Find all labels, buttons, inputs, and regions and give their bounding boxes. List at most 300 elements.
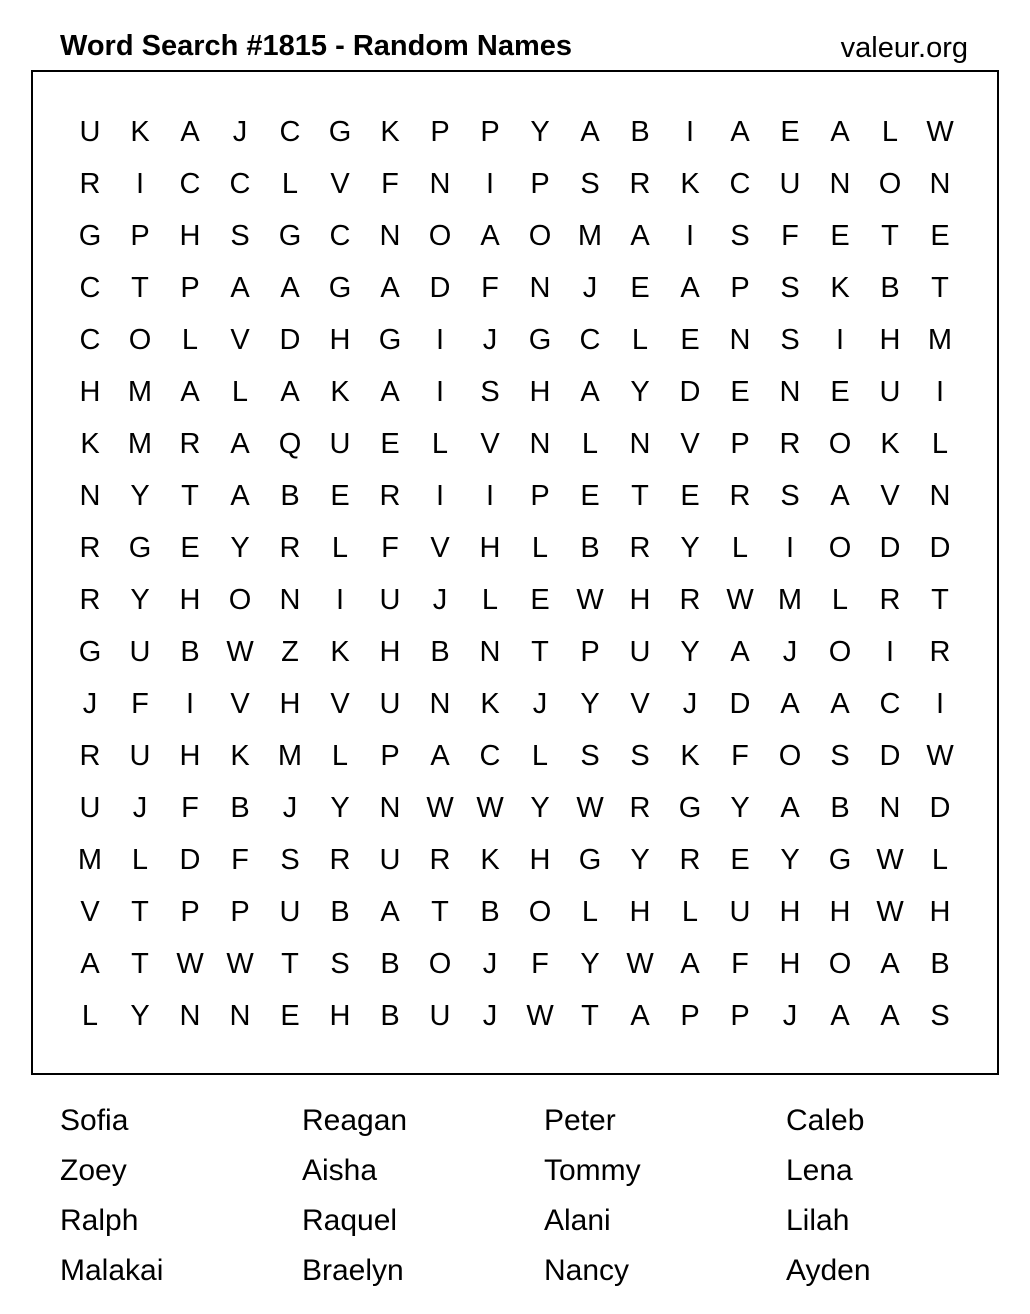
grid-letter: V — [330, 688, 350, 720]
grid-letter: I — [135, 168, 145, 200]
grid-letter: T — [131, 896, 149, 928]
grid-letter: I — [435, 376, 445, 408]
grid-letter: L — [81, 1000, 99, 1032]
grid-letter: Y — [580, 688, 600, 720]
grid-letter: M — [577, 220, 603, 252]
grid-letter: F — [731, 740, 749, 772]
grid-letter: Y — [580, 948, 600, 980]
grid-letter: W — [526, 1000, 554, 1032]
grid-letter: T — [931, 584, 949, 616]
grid-letter: U — [879, 376, 901, 408]
grid-letter: B — [580, 532, 600, 564]
grid-letter: V — [680, 428, 700, 460]
grid-letter: S — [630, 740, 650, 772]
grid-letter: C — [579, 324, 601, 356]
grid-letter: Y — [530, 792, 550, 824]
word-list-item: Aisha — [302, 1154, 378, 1187]
grid-letter: A — [230, 428, 250, 460]
grid-letter: P — [730, 1000, 750, 1032]
grid-letter: N — [929, 480, 951, 512]
grid-letter: R — [629, 792, 651, 824]
word-list-item: Sofia — [60, 1104, 129, 1137]
grid-letter: N — [829, 168, 851, 200]
grid-letter: R — [679, 844, 701, 876]
grid-letter: W — [626, 948, 654, 980]
grid-letter: U — [279, 896, 301, 928]
grid-letter: R — [79, 584, 101, 616]
grid-letter: O — [128, 324, 152, 356]
grid-letter: T — [931, 272, 949, 304]
grid-letter: D — [279, 324, 301, 356]
word-list-item: Alani — [544, 1204, 611, 1237]
grid-letter: J — [132, 792, 148, 824]
grid-letter: N — [529, 428, 551, 460]
grid-letter: S — [580, 168, 600, 200]
grid-letter: K — [130, 116, 150, 148]
grid-letter: H — [79, 376, 101, 408]
grid-letter: A — [630, 1000, 650, 1032]
grid-letter: I — [335, 584, 345, 616]
grid-letter: U — [379, 688, 401, 720]
grid-letter: W — [926, 740, 954, 772]
grid-letter: E — [280, 1000, 300, 1032]
grid-letter: E — [180, 532, 200, 564]
grid-letter: P — [180, 272, 200, 304]
grid-letter: G — [128, 532, 152, 564]
grid-letter: U — [729, 896, 751, 928]
grid-letter: R — [79, 532, 101, 564]
grid-letter: M — [127, 428, 153, 460]
grid-letter: C — [729, 168, 751, 200]
grid-letter: Y — [130, 584, 150, 616]
grid-letter: E — [680, 480, 700, 512]
grid-letter: E — [830, 220, 850, 252]
grid-letter: N — [629, 428, 651, 460]
site-name: valeur.org — [840, 32, 968, 64]
grid-letter: O — [428, 220, 452, 252]
grid-letter: J — [282, 792, 298, 824]
grid-letter: H — [629, 584, 651, 616]
word-list-item: Peter — [544, 1104, 616, 1137]
grid-letter: B — [280, 480, 300, 512]
grid-letter: C — [479, 740, 501, 772]
grid-letter: W — [226, 636, 254, 668]
grid-letter: A — [580, 376, 600, 408]
grid-letter: L — [881, 116, 899, 148]
grid-letter: W — [876, 844, 904, 876]
grid-letter: K — [880, 428, 900, 460]
grid-letter: C — [229, 168, 251, 200]
grid-letter: L — [731, 532, 749, 564]
grid-letter: A — [430, 740, 450, 772]
grid-letter: L — [331, 532, 349, 564]
grid-letter: N — [379, 220, 401, 252]
grid-letter: J — [482, 1000, 498, 1032]
grid-letter: M — [127, 376, 153, 408]
grid-letter: J — [432, 584, 448, 616]
grid-letter: K — [330, 376, 350, 408]
grid-letter: W — [576, 584, 604, 616]
grid-letter: T — [181, 480, 199, 512]
grid-letter: F — [731, 948, 749, 980]
grid-letter: B — [430, 636, 450, 668]
grid-letter: B — [880, 272, 900, 304]
grid-letter: U — [379, 584, 401, 616]
grid-letter: O — [828, 428, 852, 460]
grid-letter: A — [830, 480, 850, 512]
grid-letter: H — [179, 740, 201, 772]
grid-letter: I — [785, 532, 795, 564]
grid-letter: L — [281, 168, 299, 200]
grid-letter: V — [880, 480, 900, 512]
grid-letter: L — [131, 844, 149, 876]
grid-letter: L — [931, 428, 949, 460]
grid-letter: L — [481, 584, 499, 616]
grid-letter: T — [581, 1000, 599, 1032]
grid-letter: Y — [680, 636, 700, 668]
grid-letter: K — [680, 740, 700, 772]
grid-letter: N — [479, 636, 501, 668]
grid-letter: A — [830, 688, 850, 720]
grid-letter: W — [476, 792, 504, 824]
grid-letter: I — [685, 116, 695, 148]
grid-letter: R — [379, 480, 401, 512]
grid-letter: P — [530, 168, 550, 200]
grid-letter: D — [929, 792, 951, 824]
grid-letter: J — [582, 272, 598, 304]
grid-letter: A — [830, 116, 850, 148]
grid-letter: I — [885, 636, 895, 668]
grid-letter: H — [179, 584, 201, 616]
grid-letter: G — [378, 324, 402, 356]
grid-letter: R — [629, 168, 651, 200]
grid-letter: Y — [530, 116, 550, 148]
grid-letter: M — [77, 844, 103, 876]
grid-letter: C — [79, 324, 101, 356]
grid-letter: L — [531, 740, 549, 772]
grid-letter: K — [480, 688, 500, 720]
grid-letter: Y — [630, 844, 650, 876]
grid-letter: B — [380, 948, 400, 980]
grid-letter: J — [532, 688, 548, 720]
grid-letter: S — [230, 220, 250, 252]
grid-letter: E — [730, 844, 750, 876]
grid-letter: G — [278, 220, 302, 252]
grid-letter: B — [630, 116, 650, 148]
grid-letter: U — [779, 168, 801, 200]
grid-letter: I — [485, 480, 495, 512]
grid-letter: R — [729, 480, 751, 512]
grid-letter: T — [881, 220, 899, 252]
grid-letter: W — [426, 792, 454, 824]
grid-letter: U — [129, 636, 151, 668]
grid-letter: S — [480, 376, 500, 408]
grid-letter: H — [529, 844, 551, 876]
grid-letter: H — [479, 532, 501, 564]
grid-letter: G — [328, 116, 352, 148]
grid-letter: N — [779, 376, 801, 408]
word-list-item: Lilah — [786, 1204, 850, 1237]
grid-letter: G — [328, 272, 352, 304]
grid-letter: V — [80, 896, 100, 928]
grid-letter: N — [229, 1000, 251, 1032]
grid-letter: C — [179, 168, 201, 200]
grid-letter: D — [879, 740, 901, 772]
grid-letter: H — [829, 896, 851, 928]
grid-letter: D — [179, 844, 201, 876]
grid-letter: N — [79, 480, 101, 512]
grid-letter: L — [581, 428, 599, 460]
word-list-item: Lena — [786, 1154, 853, 1187]
grid-letter: Q — [278, 428, 302, 460]
grid-letter: L — [631, 324, 649, 356]
grid-letter: Y — [230, 532, 250, 564]
grid-letter: T — [131, 272, 149, 304]
grid-letter: P — [430, 116, 450, 148]
grid-letter: R — [329, 844, 351, 876]
grid-letter: A — [80, 948, 100, 980]
grid-letter: O — [828, 636, 852, 668]
grid-letter: D — [679, 376, 701, 408]
grid-letter: A — [680, 272, 700, 304]
grid-letter: C — [79, 272, 101, 304]
grid-letter: W — [926, 116, 954, 148]
grid-letter: R — [179, 428, 201, 460]
grid-letter: O — [228, 584, 252, 616]
word-list-item: Ayden — [786, 1254, 871, 1287]
grid-letter: B — [230, 792, 250, 824]
grid-letter: R — [779, 428, 801, 460]
grid-letter: U — [629, 636, 651, 668]
grid-letter: H — [529, 376, 551, 408]
grid-letter: Y — [730, 792, 750, 824]
grid-letter: S — [780, 272, 800, 304]
grid-letter: T — [281, 948, 299, 980]
grid-letter: A — [180, 116, 200, 148]
grid-letter: F — [231, 844, 249, 876]
grid-letter: I — [835, 324, 845, 356]
grid-letter: J — [232, 116, 248, 148]
grid-letter: R — [679, 584, 701, 616]
grid-letter: H — [329, 1000, 351, 1032]
grid-letter: L — [831, 584, 849, 616]
grid-letter: T — [131, 948, 149, 980]
grid-letter: R — [279, 532, 301, 564]
grid-letter: P — [580, 636, 600, 668]
grid-letter: A — [280, 272, 300, 304]
grid-letter: W — [176, 948, 204, 980]
grid-letter: F — [531, 948, 549, 980]
grid-letter: D — [879, 532, 901, 564]
grid-letter: J — [782, 1000, 798, 1032]
grid-letter: P — [730, 272, 750, 304]
grid-letter: E — [680, 324, 700, 356]
word-list-item: Zoey — [60, 1154, 127, 1187]
grid-letter: M — [277, 740, 303, 772]
grid-letter: V — [480, 428, 500, 460]
grid-letter: O — [428, 948, 452, 980]
grid-letter: M — [927, 324, 953, 356]
grid-letter: Y — [130, 480, 150, 512]
grid-letter: A — [380, 272, 400, 304]
grid-letter: G — [578, 844, 602, 876]
grid-letter: Y — [330, 792, 350, 824]
grid-letter: S — [580, 740, 600, 772]
grid-letter: Y — [780, 844, 800, 876]
grid-letter: Y — [130, 1000, 150, 1032]
grid-letter: A — [730, 636, 750, 668]
grid-letter: V — [430, 532, 450, 564]
grid-letter: U — [79, 116, 101, 148]
grid-letter: K — [80, 428, 100, 460]
grid-letter: V — [330, 168, 350, 200]
grid-letter: A — [780, 688, 800, 720]
grid-letter: C — [329, 220, 351, 252]
grid-letter: E — [730, 376, 750, 408]
grid-letter: P — [130, 220, 150, 252]
grid-letter: D — [929, 532, 951, 564]
grid-letter: E — [630, 272, 650, 304]
grid-letter: L — [931, 844, 949, 876]
grid-letter: S — [830, 740, 850, 772]
grid-letter: L — [681, 896, 699, 928]
grid-letter: K — [380, 116, 400, 148]
grid-letter: K — [830, 272, 850, 304]
grid-letter: I — [935, 376, 945, 408]
grid-letter: I — [435, 324, 445, 356]
grid-letter: C — [879, 688, 901, 720]
grid-letter: U — [129, 740, 151, 772]
grid-letter: S — [780, 324, 800, 356]
grid-letter: N — [379, 792, 401, 824]
grid-letter: O — [878, 168, 902, 200]
grid-letter: N — [929, 168, 951, 200]
grid-letter: I — [485, 168, 495, 200]
grid-letter: G — [78, 220, 102, 252]
grid-letter: P — [230, 896, 250, 928]
grid-letter: J — [682, 688, 698, 720]
grid-letter: F — [781, 220, 799, 252]
grid-letter: G — [78, 636, 102, 668]
grid-letter: I — [935, 688, 945, 720]
grid-letter: Y — [630, 376, 650, 408]
grid-letter: R — [929, 636, 951, 668]
grid-letter: T — [431, 896, 449, 928]
grid-letter: P — [680, 1000, 700, 1032]
grid-letter: A — [280, 376, 300, 408]
grid-letter: A — [780, 792, 800, 824]
grid-letter: G — [678, 792, 702, 824]
grid-letter: H — [279, 688, 301, 720]
grid-letter: N — [729, 324, 751, 356]
grid-letter: N — [279, 584, 301, 616]
grid-letter: B — [480, 896, 500, 928]
grid-letter: H — [929, 896, 951, 928]
grid-letter: D — [429, 272, 451, 304]
grid-letter: P — [480, 116, 500, 148]
word-list-item: Caleb — [786, 1104, 865, 1137]
grid-letter: Y — [680, 532, 700, 564]
grid-letter: H — [779, 896, 801, 928]
grid-letter: O — [778, 740, 802, 772]
grid-letter: E — [330, 480, 350, 512]
grid-letter: H — [879, 324, 901, 356]
grid-letter: K — [230, 740, 250, 772]
grid-letter: R — [79, 740, 101, 772]
word-list-item: Ralph — [60, 1204, 139, 1237]
grid-letter: A — [730, 116, 750, 148]
grid-letter: A — [880, 948, 900, 980]
grid-letter: G — [528, 324, 552, 356]
grid-letter: A — [230, 272, 250, 304]
grid-letter: L — [431, 428, 449, 460]
grid-letter: V — [630, 688, 650, 720]
grid-letter: P — [380, 740, 400, 772]
grid-letter: I — [685, 220, 695, 252]
grid-letter: E — [830, 376, 850, 408]
grid-letter: L — [331, 740, 349, 772]
puzzle-grid-frame — [31, 70, 999, 1075]
grid-letter: O — [528, 896, 552, 928]
word-list-item: Braelyn — [302, 1254, 404, 1287]
grid-letter: L — [531, 532, 549, 564]
grid-letter: L — [181, 324, 199, 356]
word-list-item: Reagan — [302, 1104, 408, 1137]
grid-letter: K — [480, 844, 500, 876]
grid-letter: V — [230, 688, 250, 720]
grid-letter: S — [930, 1000, 950, 1032]
grid-letter: J — [782, 636, 798, 668]
grid-letter: W — [726, 584, 754, 616]
grid-letter: D — [729, 688, 751, 720]
grid-letter: W — [876, 896, 904, 928]
letter-grid — [65, 106, 965, 1042]
grid-letter: G — [828, 844, 852, 876]
grid-letter: F — [181, 792, 199, 824]
grid-letter: R — [79, 168, 101, 200]
grid-letter: S — [730, 220, 750, 252]
grid-letter: A — [880, 1000, 900, 1032]
grid-letter: Z — [281, 636, 299, 668]
grid-letter: U — [329, 428, 351, 460]
grid-letter: I — [435, 480, 445, 512]
grid-letter: F — [381, 532, 399, 564]
grid-letter: E — [530, 584, 550, 616]
grid-letter: F — [131, 688, 149, 720]
grid-letter: E — [930, 220, 950, 252]
grid-letter: J — [82, 688, 98, 720]
grid-letter: A — [180, 376, 200, 408]
grid-letter: A — [830, 1000, 850, 1032]
grid-letter: F — [481, 272, 499, 304]
grid-letter: A — [230, 480, 250, 512]
grid-letter: E — [380, 428, 400, 460]
word-list — [60, 1096, 986, 1296]
word-list-item: Nancy — [544, 1254, 630, 1287]
grid-letter: P — [730, 428, 750, 460]
grid-letter: E — [580, 480, 600, 512]
grid-letter: E — [780, 116, 800, 148]
grid-letter: O — [528, 220, 552, 252]
grid-letter: L — [231, 376, 249, 408]
grid-letter: R — [879, 584, 901, 616]
grid-letter: U — [429, 1000, 451, 1032]
grid-letter: K — [680, 168, 700, 200]
grid-letter: H — [329, 324, 351, 356]
grid-letter: N — [179, 1000, 201, 1032]
grid-letter: N — [529, 272, 551, 304]
grid-letter: F — [381, 168, 399, 200]
